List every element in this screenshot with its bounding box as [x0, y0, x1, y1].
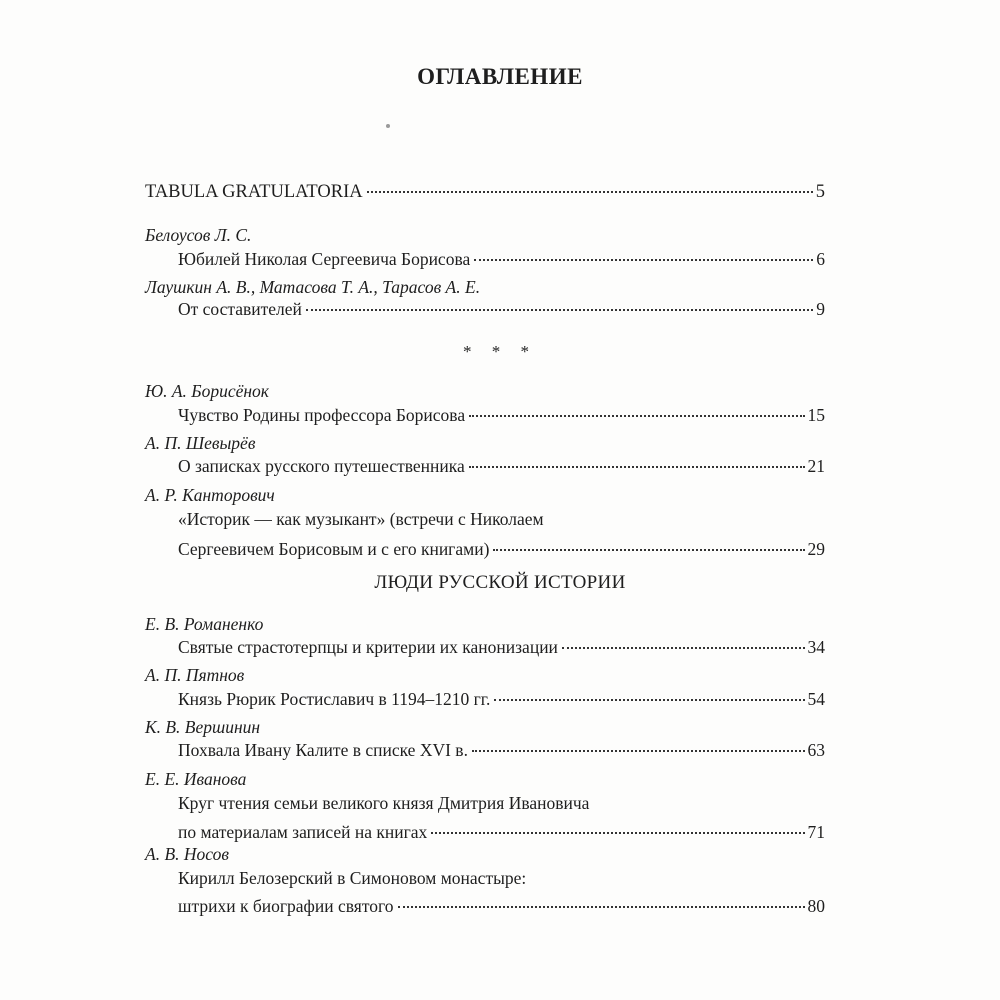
toc-entry-title: Святые страстотерпцы и критерии их канонизации [178, 637, 558, 657]
toc-entry[interactable] [178, 508, 825, 560]
toc-entry-title: Чувство Родины профессора Борисова [178, 405, 466, 425]
toc-author: А. П. Шевырёв [145, 433, 256, 453]
toc-author: К. В. Вершинин [145, 717, 261, 737]
toc-entry[interactable] [178, 792, 825, 843]
dot-leader [493, 548, 804, 551]
toc-page-number: 15 [807, 405, 825, 425]
dot-leader [469, 465, 805, 468]
toc-page-number: 63 [807, 740, 825, 760]
toc-author: А. Р. Канторович [145, 485, 275, 505]
toc-author: Е. Е. Иванова [145, 769, 247, 789]
dot-leader [474, 258, 813, 261]
toc-author: Е. В. Романенко [145, 614, 264, 634]
toc-entry-title-line2: штрихи к биографии святого [178, 896, 394, 916]
section-separator: * * * [463, 342, 537, 361]
toc-page-number: 21 [807, 456, 825, 476]
toc-entry-title-line2: по материалам записей на книгах [178, 822, 428, 842]
toc-page-number: 29 [807, 539, 825, 559]
toc-entry-title-line1: Кирилл Белозерский в Симоновом монастыре: [178, 868, 527, 888]
dot-leader [469, 414, 804, 417]
toc-entry[interactable] [178, 298, 825, 320]
toc-author: А. В. Носов [145, 844, 229, 864]
dot-leader [431, 831, 804, 834]
dot-leader [494, 698, 804, 701]
dot-leader [398, 905, 805, 908]
toc-page-number: 34 [807, 637, 825, 657]
toc-entry[interactable] [178, 867, 825, 917]
toc-entry-title: Похвала Ивану Калите в списке XVI в. [178, 740, 468, 760]
page-title: ОГЛАВЛЕНИЕ [417, 64, 583, 89]
toc-entry[interactable] [178, 739, 825, 761]
dot-leader [306, 308, 813, 311]
toc-page-number: 9 [816, 299, 825, 319]
dot-leader [472, 749, 805, 752]
toc-author: Ю. А. Борисёнок [145, 381, 269, 401]
toc-author: Лаушкин А. В., Матасова Т. А., Тарасов А. Е. [145, 277, 481, 297]
section-title: ЛЮДИ РУССКОЙ ИСТОРИИ [374, 572, 626, 593]
toc-page-number: 5 [815, 182, 825, 202]
toc-entry-title: Юбилей Николая Сергеевича Борисова [178, 249, 471, 269]
toc-entry-title-line1: «Историк — как музыкант» (встречи с Николаем [178, 509, 544, 529]
toc-page-number: 80 [807, 896, 825, 916]
toc-entry[interactable] [178, 688, 825, 710]
toc-entry-title: Князь Рюрик Ростиславич в 1194–1210 гг. [178, 689, 491, 709]
toc-page-number: 71 [807, 822, 825, 842]
toc-entry[interactable] [178, 248, 825, 270]
toc-author: А. П. Пятнов [145, 665, 245, 685]
paper-speck [386, 124, 390, 128]
toc-entry-title-line1: Круг чтения семьи великого князя Дмитрия Ивановича [178, 793, 590, 813]
dot-leader [562, 646, 805, 649]
toc-page-number: 6 [816, 249, 825, 269]
toc-entry[interactable] [178, 636, 825, 658]
toc-author: Белоусов Л. С. [145, 225, 252, 245]
toc-entry-title: О записках русского путешественника [178, 456, 465, 476]
dot-leader [367, 190, 813, 193]
toc-entry[interactable] [178, 404, 825, 426]
toc-entry-tabula[interactable] [145, 181, 825, 203]
toc-page-number: 54 [807, 689, 825, 709]
toc-entry-title-line2: Сергеевичем Борисовым и с его книгами) [178, 539, 490, 559]
toc-entry-title: От составителей [178, 299, 302, 319]
toc-entry-title: TABULA GRATULATORIA [145, 182, 363, 202]
toc-entry[interactable] [178, 455, 825, 477]
